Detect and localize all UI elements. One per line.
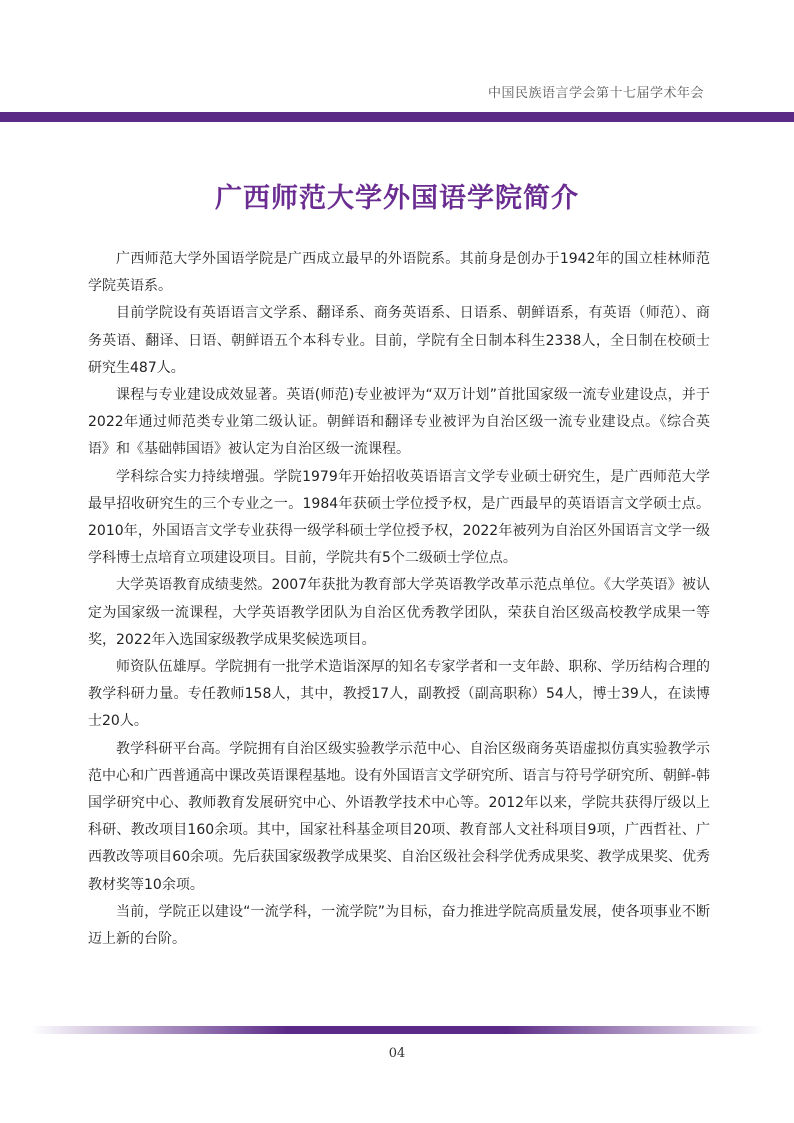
paragraph-discipline: 学科综合实力持续增强。学院1979年开始招收英语语言文学专业硕士研究生，是广西师范大学最早招收研究生的三个专业之一。1984年获硕士学位授予权，是广西最早的英语语言文学硕士点。2010年，外国语言文学专业获得一级学科硕士学位授予权，2022年被列为自治区外国语言文学一级学科博士点培育立项建设项目。目前，学院共有5个二级硕士学位点。 (88, 468, 710, 567)
paragraph-college-english: 大学英语教育成绩斐然。2007年获批为教育部大学英语教学改革示范点单位。《大学英语》被认定为国家级一流课程，大学英语教学团队为自治区优秀教学团队，荣获自治区级高校教学成果一等奖，2022年入选国家级教学成果奖候选项目。 (88, 577, 710, 648)
paragraph-goal: 当前，学院正以建设“一流学科，一流学院”为目标，奋力推进学院高质量发展，使各项事业不断迈上新的台阶。 (88, 903, 710, 948)
page-title: 广西师范大学外国语学院简介 (215, 183, 579, 214)
page-number: 04 (388, 1046, 406, 1061)
paragraph-research-platforms: 教学科研平台高。学院拥有自治区级实验教学示范中心、自治区级商务英语虚拟仿真实验教学示范中心和广西普通高中课改英语课程基地。设有外国语言文学研究所、语言与符号学研究所、朝鲜-韩国学研究中心、教师教育发展研究中心、外语教学技术中心等。2012年以来，学院共获得厅级以上科研、教改项目160余项。其中，国家社科基金项目20项、教育部人文社科项目9项，广西哲社、广西教改等项目60余项。先后获国家级教学成果奖、自治区级社会科学优秀成果奖、教学成果奖、优秀教材奖等10余项。 (88, 740, 710, 893)
running-header: 中国民族语言学会第十七届学术年会 (487, 86, 704, 101)
header-divider-bar (0, 112, 794, 122)
paragraph-intro: 广西师范大学外国语学院是广西成立最早的外语院系。其前身是创办于1942年的国立桂林师范学院英语系。 (88, 251, 710, 295)
body-content (88, 246, 710, 953)
footer-divider-bar (30, 1026, 764, 1034)
paragraph-courses: 课程与专业建设成效显著。英语(师范)专业被评为“双万计划”首批国家级一流专业建设点，并于2022年通过师范类专业第二级认证。朝鲜语和翻译专业被评为自治区级一流专业建设点。《综合英语》和《基础韩国语》被认定为自治区级一流课程。 (88, 387, 710, 458)
paragraph-departments: 目前学院设有英语语言文学系、翻译系、商务英语系、日语系、朝鲜语系，有英语（师范）、商务英语、翻译、日语、朝鲜语五个本科专业。目前，学院有全日制本科生2338人，全日制在校硕士研究生487人。 (88, 305, 710, 376)
paragraph-faculty: 师资队伍雄厚。学院拥有一批学术造诣深厚的知名专家学者和一支年龄、职称、学历结构合理的教学科研力量。专任教师158人，其中，教授17人，副教授（副高职称）54人，博士39人，在读博士20人。 (88, 659, 710, 730)
